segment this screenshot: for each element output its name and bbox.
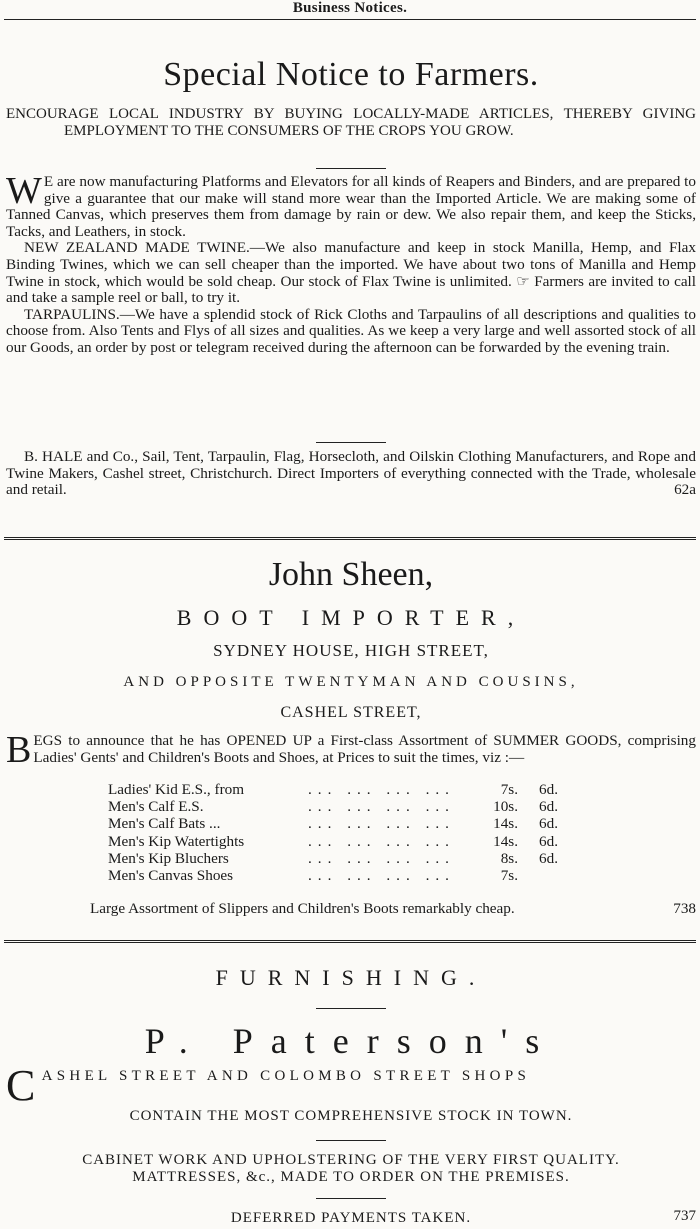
price-dots: ... ... ... ... bbox=[308, 815, 455, 833]
farmers-paragraph-4-text: B. HALE and Co., Sail, Tent, Tarpaulin, Flag, Horsecloth, and Oilskin Clothing Manufacturers, and Rope and Twine Makers, Cashel street, Christchurch. Direct Importers of everything connected with the Trade, wholesale and retail. bbox=[6, 448, 696, 499]
farmers-body bbox=[6, 170, 696, 357]
sheen-ref: 738 bbox=[673, 900, 696, 917]
price-shillings: 7s. bbox=[500, 781, 518, 798]
price-shillings: 14s. bbox=[493, 815, 518, 833]
sheen-intro bbox=[6, 729, 696, 771]
divider-1 bbox=[4, 537, 696, 540]
price-pence: 6d. bbox=[539, 798, 558, 816]
price-row bbox=[108, 850, 558, 867]
drop-cap: C bbox=[6, 1061, 40, 1110]
price-shillings: 8s. bbox=[500, 849, 518, 867]
price-dots: ... ... ... ... bbox=[308, 849, 455, 867]
paterson-shops bbox=[6, 1061, 696, 1110]
sheen-footer-row bbox=[90, 900, 696, 918]
price-dots: ... ... ... ... bbox=[308, 832, 455, 850]
price-dots: ... ... ... ... bbox=[308, 867, 455, 885]
sheen-address-3: CASHEL STREET, bbox=[280, 704, 422, 721]
sheen-address-2: AND OPPOSITE TWENTYMAN AND COUSINS, bbox=[123, 674, 579, 690]
price-item: Ladies' Kid E.S., from bbox=[108, 781, 245, 798]
price-pence: 6d. bbox=[539, 781, 558, 798]
paterson-shops-text: ASHEL STREET AND COLOMBO STREET SHOPS bbox=[41, 1068, 531, 1084]
farmers-notice-title: Special Notice to Farmers. bbox=[163, 56, 539, 93]
price-dots: ... ... ... ... bbox=[308, 781, 455, 798]
farmers-lead-text: ENCOURAGE LOCAL INDUSTRY BY BUYING LOCALLY-MADE ARTICLES, THEREBY GIVING EMPLOYMENT TO THE CONSUMERS OF THE CROPS YOU GROW. bbox=[6, 106, 696, 139]
price-item: Men's Calf Bats ... bbox=[108, 815, 221, 833]
furnishing-heading: FURNISHING. bbox=[215, 965, 487, 990]
price-shillings: 10s. bbox=[493, 798, 518, 816]
farmers-rule-1 bbox=[6, 168, 696, 169]
farmers-ref: 62a bbox=[674, 481, 696, 499]
price-row bbox=[108, 798, 558, 815]
farmers-rule-2 bbox=[6, 442, 696, 443]
farmers-paragraph-4 bbox=[6, 449, 696, 499]
page-header: Business Notices. bbox=[292, 0, 408, 16]
paterson-name: P. Paterson's bbox=[144, 1021, 558, 1061]
drop-cap: W bbox=[6, 170, 42, 212]
price-item: Men's Calf E.S. bbox=[108, 798, 204, 816]
price-pence: 6d. bbox=[539, 815, 558, 833]
price-row bbox=[108, 833, 558, 850]
drop-cap: B bbox=[6, 729, 32, 771]
farmers-paragraph-2: NEW ZEALAND MADE TWINE.—We also manufacture and keep in stock Manilla, Hemp, and Flax Binding Twines, which we can sell cheaper than the imported. We have about two tons of Manilla and Hemp Twine in stock, which would be sold cheap. Our stock of Flax Twine is unlimited. ☞ Farmers are invited to call and take a sample reel or ball, to try it. bbox=[6, 239, 696, 307]
farmers-signoff bbox=[6, 449, 696, 499]
short-rule bbox=[316, 168, 386, 169]
price-shillings: 14s. bbox=[493, 832, 518, 850]
farmers-paragraph-3: TARPAULINS.—We have a splendid stock of Rick Cloths and Tarpaulins of all descriptions and qualities to choose from. Also Tents and Flys of all sizes and qualities. As we keep a very large and well assorted stock of all our Goods, an order by post or telegram received during the afternoon can be forwarded by the evening train. bbox=[6, 305, 696, 356]
sheen-address-1: SYDNEY HOUSE, HIGH STREET, bbox=[213, 641, 489, 660]
paterson-contain: CONTAIN THE MOST COMPREHENSIVE STOCK IN TOWN. bbox=[129, 1108, 573, 1124]
paterson-deferred: DEFERRED PAYMENTS TAKEN. bbox=[230, 1210, 472, 1226]
sheen-footer bbox=[6, 900, 696, 918]
price-item: Men's Canvas Shoes bbox=[108, 867, 234, 885]
sheen-intro-text bbox=[6, 729, 696, 771]
short-rule bbox=[316, 1008, 386, 1009]
header-rule bbox=[4, 19, 696, 20]
price-row bbox=[108, 781, 558, 798]
divider-2 bbox=[4, 940, 696, 943]
price-pence: 6d. bbox=[539, 832, 558, 850]
paterson-cabinet-1: CABINET WORK AND UPHOLSTERING OF THE VERY FIRST QUALITY. bbox=[82, 1152, 620, 1168]
short-rule bbox=[316, 1140, 386, 1141]
farmers-lead bbox=[6, 106, 696, 140]
price-pence bbox=[518, 867, 558, 884]
paterson-ref: 737 bbox=[673, 1208, 696, 1224]
price-dots: ... ... ... ... bbox=[308, 798, 455, 816]
farmers-paragraph-1 bbox=[6, 170, 696, 240]
furnishing-rule-3 bbox=[6, 1198, 696, 1199]
farmers-paragraph-1-text: E are now manufacturing Platforms and Elevators for all kinds of Reapers and Binders, and are prepared to give a guarantee that our make will stand more wear than the Imported Article. We are making some of Tanned Canvas, which preserves them from damage by rain or dew. We also repair them, and keep the Sticks, Tacks, and Leathers, in stock. bbox=[6, 173, 696, 240]
paterson-cabinet-2: MATTRESSES, &c., MADE TO ORDER ON THE PREMISES. bbox=[132, 1169, 570, 1185]
sheen-footer-text: Large Assortment of Slippers and Children's Boots remarkably cheap. bbox=[90, 900, 515, 917]
sheen-role: BOOT IMPORTER, bbox=[176, 605, 526, 630]
price-pence: 6d. bbox=[539, 849, 558, 867]
price-item: Men's Kip Watertights bbox=[108, 832, 245, 850]
sheen-intro-body: EGS to announce that he has OPENED UP a First-class Assortment of SUMMER GOODS, comprising Ladies' Gents' and Children's Boots and Shoes, at Prices to suit the times, viz :— bbox=[33, 732, 696, 766]
price-row bbox=[108, 815, 558, 832]
farmers-notice bbox=[6, 56, 696, 94]
short-rule bbox=[316, 1198, 386, 1199]
furnishing-rule-1 bbox=[6, 1008, 696, 1009]
price-list bbox=[108, 781, 558, 884]
price-row bbox=[108, 867, 558, 884]
furnishing-rule-2 bbox=[6, 1140, 696, 1141]
short-rule bbox=[316, 442, 386, 443]
sheen-name: John Sheen, bbox=[268, 556, 434, 593]
price-shillings: 7s. bbox=[500, 867, 518, 885]
price-item: Men's Kip Bluchers bbox=[108, 849, 229, 867]
